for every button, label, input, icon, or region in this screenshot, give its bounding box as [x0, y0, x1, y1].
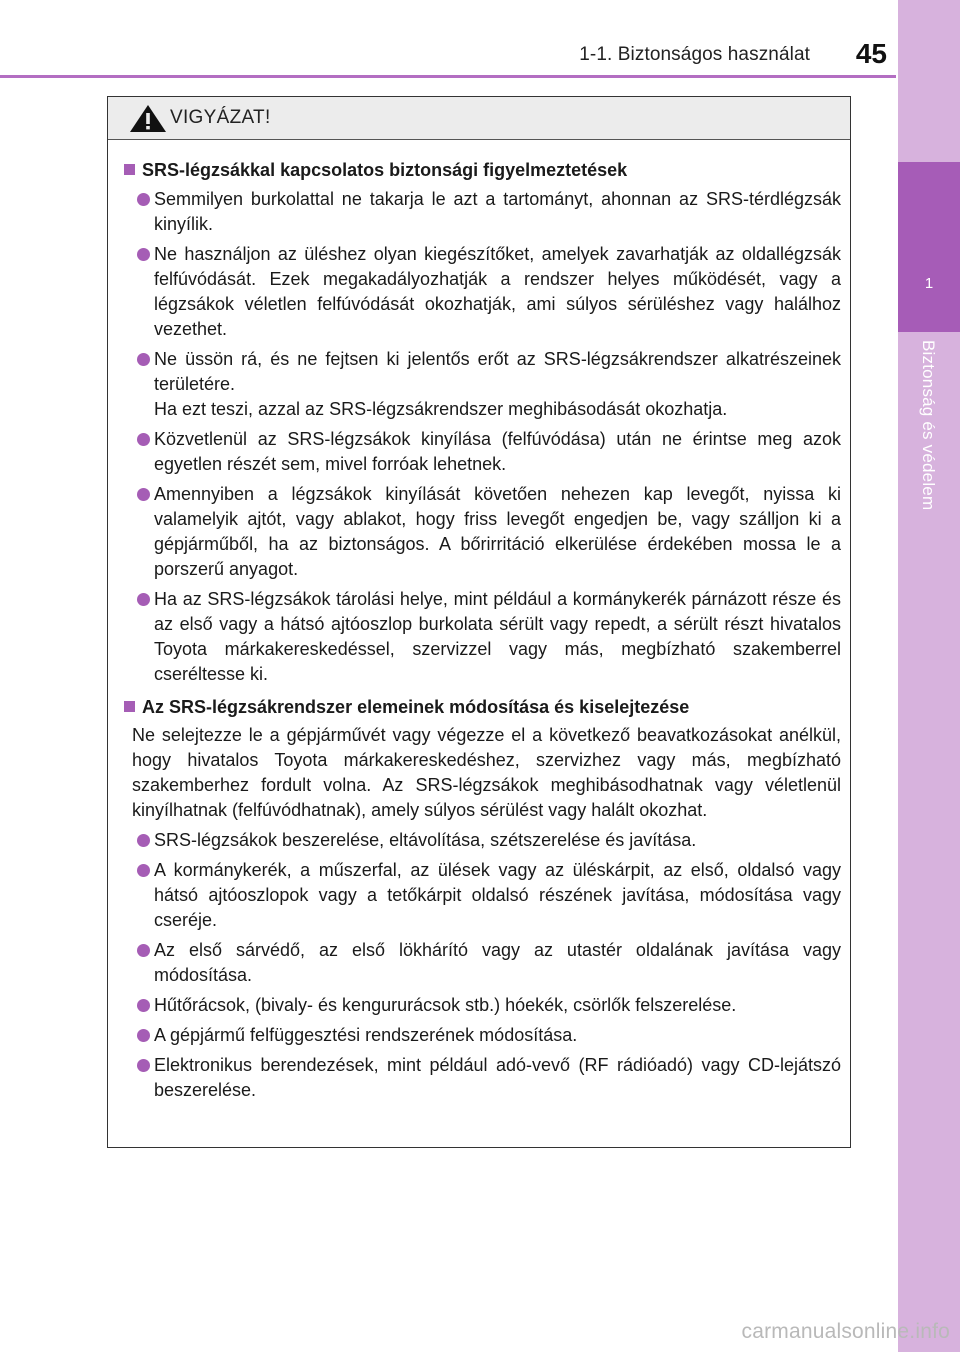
section-title: 1-1. Biztonságos használat — [579, 44, 810, 65]
caution-body — [108, 140, 850, 1103]
caution-title: VIGYÁZAT! — [170, 107, 271, 128]
list-item-note: Ha ezt teszi, azzal az SRS-légzsákrendszer meghibásodását okozhatja. — [154, 399, 728, 419]
warning-triangle-icon — [128, 103, 168, 133]
chapter-label: Biztonság és védelem — [919, 340, 938, 511]
list-item: A kormánykerék, a műszerfal, az ülések vagy az üléskárpit, az első, oldalsó vagy hátsó ajtóoszlopok vagy a tetőkárpit oldalsó részének javítása, módosítása vagy cseréje. — [120, 858, 841, 933]
watermark: carmanualsonline.info — [741, 1320, 950, 1343]
header-rule — [0, 75, 896, 78]
list-item: Semmilyen burkolattal ne takarja le azt a tartományt, ahonnan az SRS-térdlégzsák kinyílik. — [120, 187, 841, 237]
list-item: Hűtőrácsok, (bivaly- és kengururácsok stb.) hóekék, csörlők felszerelése. — [120, 993, 841, 1018]
section-heading: SRS-légzsákkal kapcsolatos biztonsági figyelmeztetések — [120, 158, 841, 182]
list-item: Elektronikus berendezések, mint például adó-vevő (RF rádióadó) vagy CD-lejátszó beszerelése. — [120, 1053, 841, 1103]
list-item: Ha az SRS-légzsákok tárolási helye, mint például a kormánykerék párnázott része és az első vagy a hátsó ajtóoszlop burkolata sérült vagy repedt, a sérült részt hivatalos Toyota márkakereskedéssel, szervizzel vagy más, megbízható szakemberrel cseréltesse ki. — [120, 587, 841, 687]
list-item-text: Ne üssön rá, és ne fejtsen ki jelentős erőt az SRS-légzsákrendszer alkatrészeinek területére. — [154, 349, 841, 394]
list-item: Ne használjon az üléshez olyan kiegészítőket, amelyek zavarhatják az oldallégzsák felfúvódását. Ezek megakadályozhatják a rendszer helyes működését, vagy a légzsákok véletlen felfúvódását okozhatják, ami súlyos sérüléshez vagy halálhoz vezethet. — [120, 242, 841, 342]
section-heading: Az SRS-légzsákrendszer elemeinek módosítása és kiselejtezése — [120, 695, 841, 719]
caution-box — [107, 96, 851, 1148]
list-item — [120, 347, 841, 422]
page-number: 45 — [855, 38, 887, 69]
section-paragraph: Ne selejtezze le a gépjárművét vagy végezze el a következő beavatkozásokat anélkül, hogy hivatalos Toyota márkakereskedéshez, szervizhez vagy más, megbízható szakemberhez fordult volna. Az SRS-légzsákok meghibásodhatnak vagy véletlenül kinyílhatnak (felfúvódhatnak), amely súlyos sérülést vagy halált okozhat. — [132, 725, 841, 820]
list-item: Amennyiben a légzsákok kinyílását követően nehezen kap levegőt, nyissa ki valamelyik ajtót, vagy ablakot, hogy friss levegőt engedjen be, vagy szálljon ki a gépjárműből, ha az biztonságos. A bőrirritáció elkerülése érdekében mossa le a porszerű anyagot. — [120, 482, 841, 582]
list-item: Az első sárvédő, az első lökhárító vagy az utastér oldalának javítása vagy módosítása. — [120, 938, 841, 988]
caution-header — [108, 97, 850, 140]
list-item: Közvetlenül az SRS-légzsákok kinyílása (felfúvódása) után ne érintse meg azok egyetlen részét sem, mivel forróak lehetnek. — [120, 427, 841, 477]
chapter-number: 1 — [924, 275, 934, 292]
list-item: SRS-légzsákok beszerelése, eltávolítása, szétszerelése és javítása. — [120, 828, 841, 853]
list-item: A gépjármű felfüggesztési rendszerének módosítása. — [120, 1023, 841, 1048]
side-tab-chapter[interactable] — [898, 162, 960, 332]
